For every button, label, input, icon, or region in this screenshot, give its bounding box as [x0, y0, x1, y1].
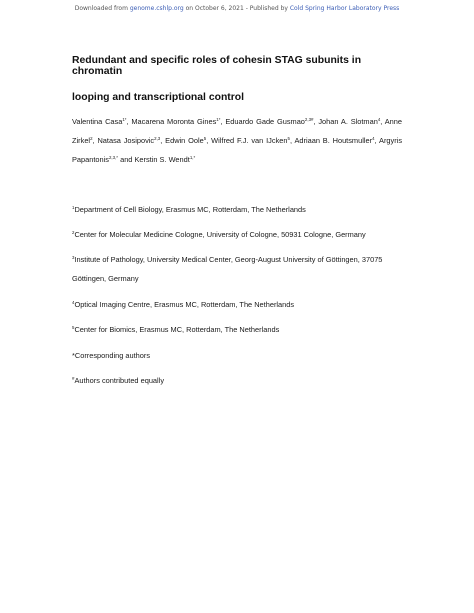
- affiliation-text: Department of Cell Biology, Erasmus MC, Rotterdam, The Netherlands: [74, 205, 306, 214]
- author-separator: ,: [126, 117, 132, 126]
- affiliation-4: [72, 295, 402, 314]
- author-separator: ,: [220, 117, 226, 126]
- note-mark: #: [72, 376, 75, 381]
- site-link[interactable]: genome.cshlp.org: [129, 5, 184, 12]
- corresponding-note: [72, 346, 402, 365]
- author-separator: and: [118, 155, 135, 164]
- author-list: [72, 112, 402, 169]
- note-text: Authors contributed equally: [74, 376, 165, 385]
- affiliation-5: [72, 320, 402, 339]
- note-text: *Corresponding authors: [72, 351, 151, 360]
- affiliation-3: [72, 250, 402, 288]
- author-affiliation-mark: 5: [203, 136, 207, 141]
- affiliation-number: 3: [72, 255, 75, 260]
- author-name: Eduardo Gade Gusmao: [225, 117, 305, 126]
- banner-middle: on October 6, 2021 - Published by: [183, 5, 290, 12]
- author-name: Natasa Josipovic: [97, 136, 155, 145]
- author-name: Kerstin S. Wendt: [134, 155, 190, 164]
- author-name: Valentina Casa: [72, 117, 123, 126]
- author-separator: ,: [160, 136, 166, 145]
- author-separator: ,: [313, 117, 319, 126]
- author-name: Edwin Oole: [165, 136, 204, 145]
- paper-title-line-2: looping and transcriptional control: [72, 92, 245, 103]
- affiliation-text: Center for Biomics, Erasmus MC, Rotterdam, The Netherlands: [74, 325, 280, 334]
- author-name: Anne Zirkel: [72, 117, 402, 145]
- affiliation-text: Center for Molecular Medicine Cologne, University of Cologne, 50931 Cologne, Germany: [74, 230, 366, 239]
- author-affiliation-mark: 1*: [216, 117, 221, 122]
- author-name: Argyris Papantonis: [72, 136, 403, 164]
- download-banner: [0, 5, 474, 12]
- author-affiliation-mark: 4: [372, 136, 375, 141]
- equal-contribution-note: [72, 371, 402, 390]
- affiliation-1: [72, 200, 402, 219]
- banner-prefix: Downloaded from: [74, 5, 130, 12]
- affiliation-text: Optical Imaging Centre, Erasmus MC, Rotterdam, The Netherlands: [74, 300, 295, 309]
- author-separator: ,: [289, 136, 295, 145]
- affiliation-number: 1: [72, 205, 75, 210]
- author-affiliation-mark: 5: [287, 136, 290, 141]
- author-name: Johan A. Slotman: [318, 117, 378, 126]
- author-affiliation-mark: 2,3: [154, 136, 161, 141]
- author-affiliation-mark: 2,3,*: [108, 155, 119, 160]
- author-separator: ,: [92, 136, 98, 145]
- author-affiliation-mark: 2,3#: [304, 117, 314, 122]
- paper-title-line-1: Redundant and specific roles of cohesin STAG subunits in chromatin: [72, 55, 362, 77]
- affiliation-number: 4: [72, 300, 75, 305]
- author-affiliation-mark: 1*: [122, 117, 127, 122]
- author-separator: ,: [206, 136, 212, 145]
- author-separator: ,: [380, 117, 385, 126]
- author-affiliation-mark: 4: [377, 117, 381, 122]
- affiliation-text: Institute of Pathology, University Medical Center, Georg-August University of Göttingen, 37075 Göttingen, Germany: [72, 255, 383, 283]
- affiliation-number: 5: [72, 325, 75, 330]
- affiliation-2: [72, 225, 402, 244]
- author-affiliation-mark: 1,*: [189, 155, 196, 160]
- affiliation-number: 2: [72, 230, 75, 235]
- publisher-link[interactable]: Cold Spring Harbor Laboratory Press: [289, 5, 400, 12]
- author-affiliation-mark: 2: [90, 136, 93, 141]
- author-name: Wilfred F.J. van IJcken: [211, 136, 288, 145]
- author-name: Macarena Moronta Gines: [131, 117, 217, 126]
- author-name: Adriaan B. Houtsmuller: [294, 136, 373, 145]
- author-separator: ,: [374, 136, 380, 145]
